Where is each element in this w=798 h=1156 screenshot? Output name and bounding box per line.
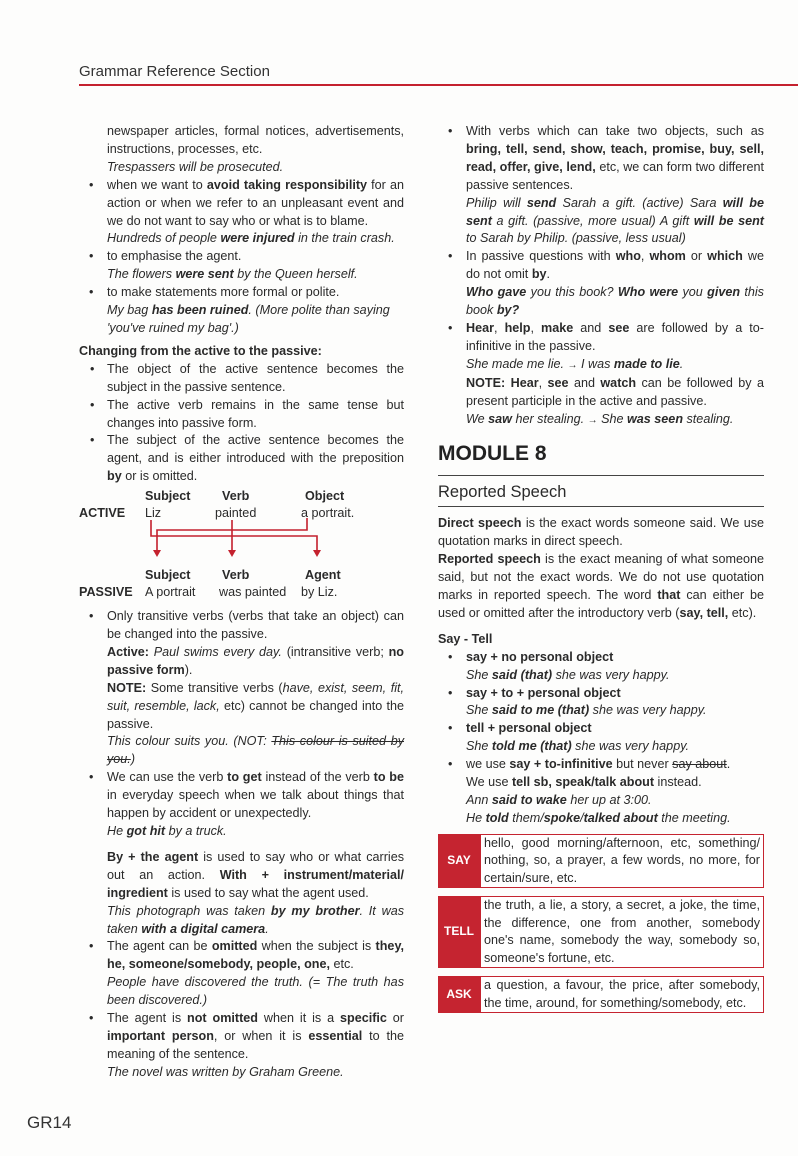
agent-list: [79, 938, 404, 1081]
say-tell-ask-table: [438, 834, 764, 1014]
arrowhead: [228, 550, 236, 557]
passive-label: PASSIVE: [79, 585, 133, 600]
list-item: • tell + personal object She told me (that) she was very happy.: [438, 720, 764, 756]
list-item: • Only transitive verbs (verbs that take an object) can be changed into the passive. Active: Paul swims every day. (intransitive verb; no passive form). NOTE: Some transitive verbs (have, exist, seem, fit, suit, resemble, lack, etc) cannot be changed into the passive. This colour suits you. (NOT: This colour is suited by you.): [79, 608, 404, 769]
active-verb: painted: [215, 506, 257, 521]
continued-text: newspaper articles, formal notices, advertisements, instructions, processes, etc. Trespassers will be prosecuted.: [107, 124, 404, 174]
arrow-icon: →: [567, 359, 578, 371]
diagram-header-object: Object: [305, 489, 345, 504]
reported-speech-def: Reported speech is the exact meaning of what someone said, but not the exact words. We do not use quotation marks in reported speech. The word that can either be used or omitted after the introductory verb (say, tell, etc).: [438, 552, 764, 620]
passive-agent: by Liz.: [301, 585, 338, 600]
changing-list: [79, 361, 404, 486]
diagram-header-agent: Agent: [305, 568, 341, 583]
say-tell-list: [438, 649, 764, 828]
passive-subject: A portrait: [145, 585, 196, 600]
page-header: [0, 0, 798, 86]
module-title: MODULE 8: [438, 442, 547, 466]
page-number: GR14: [27, 1113, 72, 1132]
list-item: • We can use the verb to get instead of the verb to be in everyday speech when we talk about things that happen by accident or unexpectedly. He got hit by a truck.: [79, 769, 404, 841]
row-content: hello, good morning/afternoon, etc, something/ nothing, so, a prayer, a few words, no more, for certain/sure, etc.: [480, 834, 764, 889]
agent-paragraph: By + the agent is used to say who or what carries out an action. With + instrument/material/ ingredient is used to say what the agent used. This photograph was taken by my brother. It was taken with a digital camera.: [107, 849, 404, 936]
list-item: • we use say + to-infinitive but never say about. We use tell sb, speak/talk about instead. Ann said to wake her up at 3:00. He told them/spoke/talked about the meeting.: [438, 756, 764, 828]
say-tell-heading: Say - Tell: [438, 631, 493, 646]
diagram-header-verb: Verb: [222, 489, 250, 504]
uses-list: [79, 177, 404, 338]
active-label: ACTIVE: [79, 506, 126, 521]
right-column: [438, 123, 764, 1021]
list-item: • when we want to avoid taking responsibility for an action or when we refer to an unpleasant event and we do not want to say who or what is to blame. Hundreds of people were injured in the train crash.: [79, 177, 404, 249]
row-content: a question, a favour, the price, after somebody, the time, around, for something/somebody, etc.: [480, 976, 764, 1013]
diagram-header-subject: Subject: [145, 489, 191, 504]
transitive-list: [79, 608, 404, 841]
left-column: [79, 123, 404, 1082]
list-item: • The object of the active sentence becomes the subject in the passive sentence.: [79, 361, 404, 397]
row-label: ASK: [438, 976, 480, 1013]
passive-verb: was painted: [219, 585, 287, 600]
diagram-header-verb-2: Verb: [222, 568, 250, 583]
list-item: • say + to + personal object She said to me (that) she was very happy.: [438, 685, 764, 721]
direct-speech-def: Direct speech is the exact words someone said. We use quotation marks in direct speech.: [438, 516, 764, 549]
row-label: TELL: [438, 896, 480, 968]
section-title: Reported Speech: [438, 475, 764, 507]
changing-heading: Changing from the active to the passive:: [79, 343, 322, 358]
active-object: a portrait.: [301, 506, 355, 521]
row-content: the truth, a lie, a story, a secret, a joke, the time, the difference, one from another, somebody one's name, somebody the way, somebody so, someone's fortune, etc.: [480, 896, 764, 968]
header-rule: [79, 84, 798, 86]
table-row: [438, 976, 764, 1013]
list-item: • say + no personal object She said (that) she was very happy.: [438, 649, 764, 685]
table-row: [438, 896, 764, 968]
list-item: • The subject of the active sentence becomes the agent, and is either introduced with the preposition by or is omitted.: [79, 432, 404, 486]
list-item: • to emphasise the agent. The flowers were sent by the Queen herself.: [79, 248, 404, 284]
row-label: SAY: [438, 834, 480, 889]
list-item: • Hear, help, make and see are followed by a to-infinitive in the passive. She made me lie. → I was made to lie. NOTE: Hear, see and watch can be followed by a present participle in the active and passive. We saw her stealing. → She was seen stealing.: [438, 320, 764, 429]
subject-to-agent-line: [151, 520, 317, 552]
passive-rules-list: [438, 123, 764, 429]
list-item: • The agent is not omitted when it is a specific or important person, or when it is essential to the meaning of the sentence. The novel was written by Graham Greene.: [79, 1010, 404, 1082]
header-title: Grammar Reference Section: [79, 63, 270, 80]
arrow-icon: →: [587, 414, 598, 426]
list-item: • The agent can be omitted when the subject is they, he, someone/somebody, people, one, etc. People have discovered the truth. (= The truth has been discovered.): [79, 938, 404, 1010]
arrowhead: [153, 550, 161, 557]
list-item: • In passive questions with who, whom or which we do not omit by. Who gave you this book? Who were you given this book by?: [438, 248, 764, 320]
table-row: [438, 834, 764, 889]
arrowhead: [313, 550, 321, 557]
list-item: • With verbs which can take two objects, such as bring, tell, send, show, teach, promise, buy, sell, read, offer, give, lend, etc, we can form two different passive sentences. Philip will send Sarah a gift. (active) Sara will be sent a gift. (passive, more usual) A gift will be sent to Sarah by Philip. (passive, less usual): [438, 123, 764, 248]
list-item: • The active verb remains in the same tense but changes into passive form.: [79, 397, 404, 433]
diagram-header-subject-2: Subject: [145, 568, 191, 583]
active-passive-diagram: [79, 490, 404, 602]
active-subject: Liz: [145, 506, 162, 521]
list-item: • to make statements more formal or polite. My bag has been ruined. (More polite than saying 'you've ruined my bag'.): [79, 284, 404, 338]
